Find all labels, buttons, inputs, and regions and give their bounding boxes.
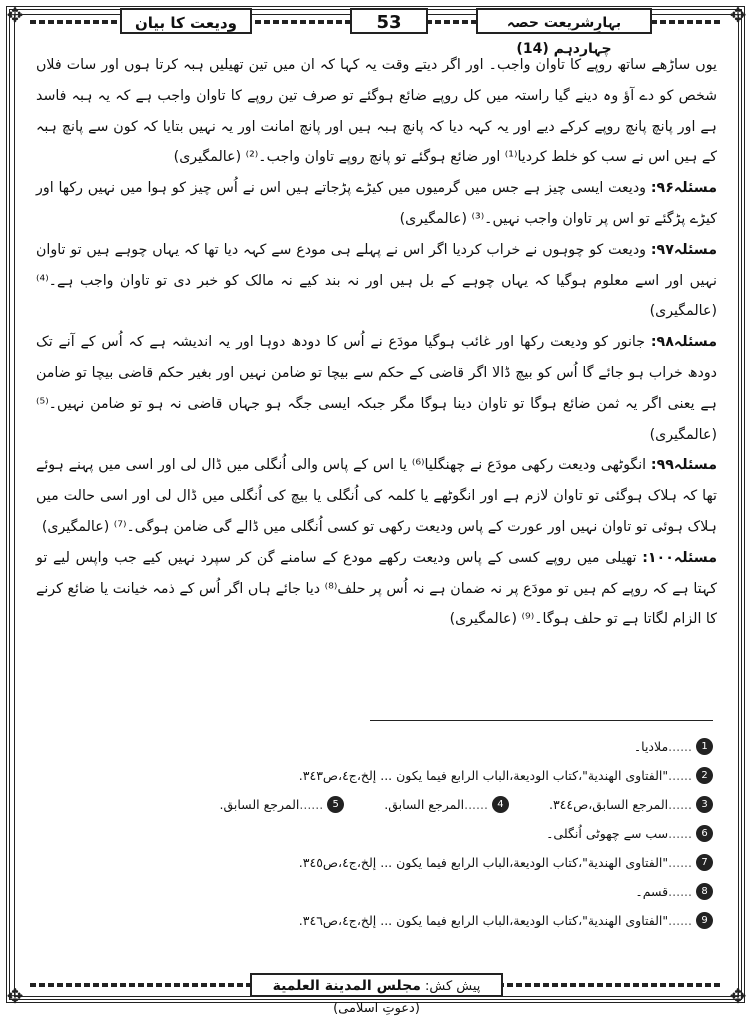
footnote-number: 1 (696, 738, 713, 755)
corner-ornament-icon: ✥ (6, 984, 24, 1008)
publisher-name: مجلس المدينة العلمية (272, 978, 421, 994)
footnote: 9 ...... "الفتاوی الهندية"،كتاب الوديعة،الباب الرابع فيما يكون ... إلخ،ج٤،ص٣٤٦. (40, 906, 713, 935)
masala-text: ودیعت کو چوہوں نے خراب کردیا اگر اس نے پہلے ہی مودع سے کہہ دیا تھا کہ یہاں چوہے ہیں تو تاوان نہیں اور اسے معلوم ہوگیا کہ یہاں چوہے کے بل ہیں اور نہ بند کیے نہ مالک کو خبر دی تو تاوان واجب ہے۔⁽⁴⁾ (عالمگیری) (36, 241, 717, 320)
paragraph: یوں ساڑھے ساتھ روپے کا تاوان واجب۔ اور اگر دیتے وقت یہ کہا کہ ان میں تین تھیلیں ہبہ کرتا ہوں اور سات فلاں شخص کو دے آؤ وہ دینے گیا راستہ میں کل روپے ضائع ہوگئے تو صرف تین روپے کا تاوان واجب ہے کہ یہ ہبہ فاسد ہے اور پانچ پانچ روپے کرکے دیے اور یہ کہہ دیا کہ پانچ ہبہ ہیں اور پانچ امانت اور یہ نہیں بتایا کہ کون سے پانچ ہبہ کے ہیں اس نے سب کو خلط کردیا⁽¹⁾ اور ضائع ہوگئے تو پانچ روپے تاوان واجب۔⁽²⁾ (عالمگیری) (36, 57, 717, 166)
footnote-text: ملادیا۔ (633, 739, 669, 754)
footnote-text: المرجع السابق. (219, 797, 300, 812)
masala-98 (36, 327, 717, 450)
footnote-number: 6 (696, 825, 713, 842)
masala-99 (36, 450, 717, 542)
masala-text: جانور کو ودیعت رکھا اور غائب ہوگیا مودَع نے اُس کا دودھ دوہا اور یہ اندیشہ ہے کہ اُس کے آنے تک دودھ خراب ہو جائے گا اُس کو بیچ ڈالا اگر قاضی کے حکم سے بیچا تو ضامن نہیں اور بغیر حکم قاضی بیچا تو ضامن ہے یعنی اگر یہ ثمن ضائع ہوگا تو تاوان دینا ہوگا مگر جبکہ ایسی جگہ ہو جہاں قاضی نہ ہو تو ضامن نہیں۔⁽⁵⁾ (عالمگیری) (36, 334, 717, 443)
masala-97 (36, 235, 717, 327)
masala-text: انگوٹھی ودیعت رکھی مودَع نے چھنگلیا⁽⁶⁾ یا اس کے پاس والی اُنگلی میں ڈال لی اور اسی میں پہنے ہوئے تھا کہ ہلاک ہوگئی تو تاوان لازم ہے اور انگوٹھے یا کلمہ کی اُنگلی یا بیچ کی اُنگلی میں ڈال لی اور اسی حالت میں ہلاک ہوئی تو تاوان نہیں اور عورت کے پاس ودیعت رکھی تو کسی اُنگلی میں ڈالے گی ضامن ہوگی۔⁽⁷⁾ (عالمگیری) (36, 457, 717, 535)
page-header (60, 8, 693, 57)
footnote-text: سب سے چھوٹی اُنگلی۔ (546, 826, 669, 841)
footnote-text: المرجع السابق. (384, 797, 465, 812)
footnote: 7 ...... "الفتاوی الهندية"،كتاب الوديعة،الباب الرابع فيما يكون ... إلخ،ج٤،ص٣٤٥. (40, 848, 713, 877)
footnote-row: 3 ...... المرجع السابق،ص٣٤٤. 4 ...... المرجع السابق. 5 ...... المرجع السابق. (40, 790, 713, 819)
footnote-number: 2 (696, 767, 713, 784)
footnote-number: 7 (696, 854, 713, 871)
footnote-text: "الفتاوی الهندية"،كتاب الوديعة،الباب الرابع فيما يكون ... إلخ،ج٤،ص٣٤٥. (298, 855, 669, 870)
book-title: بہارِشریعت حصہ چہاردہم (14) (476, 8, 652, 34)
footnote-number: 9 (696, 912, 713, 929)
footnote-number: 5 (327, 796, 344, 813)
publisher-suffix: (دعوتِ اسلامی) (333, 1001, 420, 1016)
footnote-text: المرجع السابق،ص٣٤٤. (548, 797, 669, 812)
main-text (36, 50, 717, 635)
footnote: 1 ...... ملادیا۔ (40, 732, 713, 761)
corner-ornament-icon: ✥ (729, 984, 747, 1008)
footnote-text: "الفتاوی الهندية"،كتاب الوديعة،الباب الرابع فيما يكون ... إلخ،ج٤،ص٣٤٦. (298, 913, 669, 928)
masala-heading: مسئلہ۹۷: (650, 241, 717, 258)
footnotes (40, 732, 713, 935)
corner-ornament-icon: ✥ (729, 3, 747, 27)
footnote-text: قسم۔ (635, 884, 669, 899)
masala-heading: مسئلہ۹۸: (650, 334, 717, 351)
footnote-divider (370, 720, 713, 721)
footnote: 8 ...... قسم۔ (40, 877, 713, 906)
masala-100 (36, 543, 717, 635)
footnote-number: 8 (696, 883, 713, 900)
footnote-number: 4 (492, 796, 509, 813)
footnote: 2 ...... "الفتاوی الهندية"،كتاب الوديعة،الباب الرابع فيما يكون ... إلخ،ج٤،ص٣٤٣. (40, 761, 713, 790)
footer-prefix: پیش کش: (425, 979, 481, 994)
chapter-title: ودیعت کا بیان (120, 8, 252, 34)
masala-96 (36, 173, 717, 235)
masala-text: ودیعت ایسی چیز ہے جس میں گرمیوں میں کیڑے پڑجاتے ہیں اس نے اُس چیز کو ہوا میں نہیں رکھا اور کیڑے پڑگئے تو اس پر تاوان واجب نہیں۔⁽³⁾ (عالمگیری) (36, 180, 717, 227)
footnote-text: "الفتاوی الهندية"،كتاب الوديعة،الباب الرابع فيما يكون ... إلخ،ج٤،ص٣٤٣. (298, 768, 669, 783)
masala-heading: مسئلہ۱۰۰: (642, 549, 717, 566)
footnote-number: 3 (696, 796, 713, 813)
masala-heading: مسئلہ۹۶: (650, 180, 717, 197)
masala-text: تھیلی میں روپے کسی کے پاس ودیعت رکھے مودع کے سامنے گن کر سپرد نہیں کیے جب واپس لیے تو کہتا ہے کہ روپے کم ہیں تو مودَع پر نہ ضمان ہے نہ اُس پر حلف⁽⁸⁾ دیا جائے ہاں اگر اُس کے ذمہ خیانت یا ضائع کرنے کا الزام لگاتا ہے تو حلف ہوگا۔⁽⁹⁾ (عالمگیری) (36, 549, 717, 628)
page-number: 53 (350, 8, 428, 34)
footnote: 6 ...... سب سے چھوٹی اُنگلی۔ (40, 819, 713, 848)
masala-heading: مسئلہ۹۹: (650, 457, 718, 474)
publisher-footer (250, 973, 503, 1016)
corner-ornament-icon: ✥ (6, 3, 24, 27)
